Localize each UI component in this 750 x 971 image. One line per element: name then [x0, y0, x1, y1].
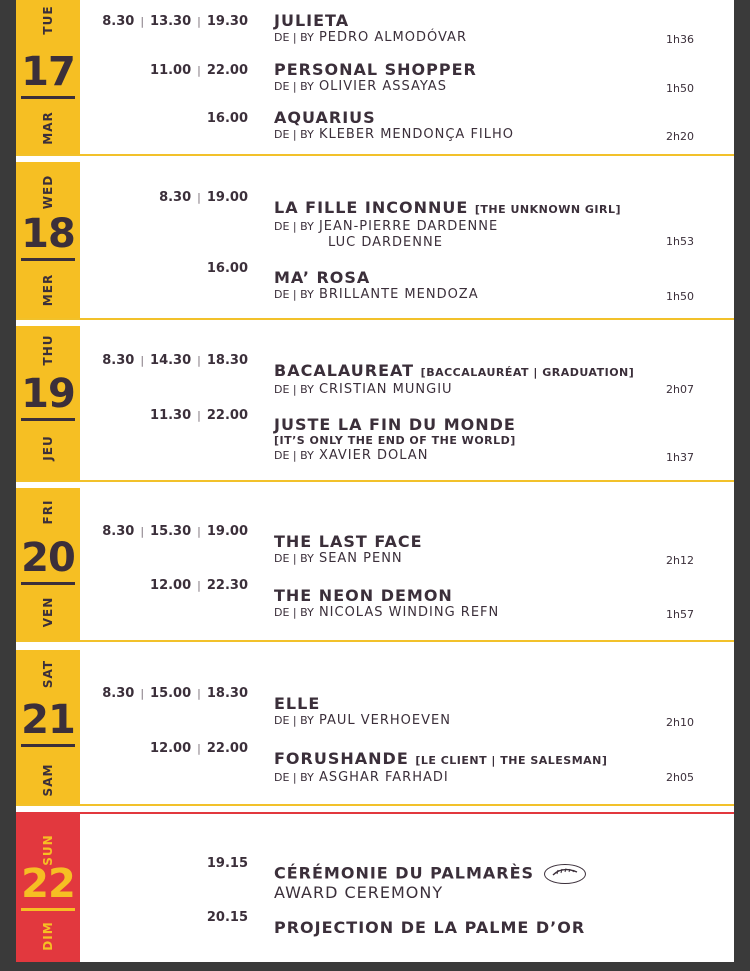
director-line: [274, 770, 694, 786]
film-alt-title: [THE UNKNOWN GIRL]: [474, 203, 621, 216]
running-time: 2h20: [666, 130, 694, 143]
director-name: PEDRO ALMODÓVAR: [318, 30, 467, 45]
film-title: [274, 864, 694, 884]
day-number-label: 22: [21, 861, 75, 911]
film-title: [274, 695, 694, 713]
film-title-text: JULIETA: [274, 11, 350, 30]
day-block-20: [16, 488, 734, 642]
showtime: 19.00: [206, 190, 248, 205]
day-number: [20, 372, 76, 416]
weekday-fr-label: DIM: [41, 921, 55, 951]
running-time: 2h05: [666, 771, 694, 784]
film-entry: [274, 362, 694, 398]
film-title: [274, 533, 694, 551]
weekday-fr-label: MAR: [41, 111, 55, 145]
director-name: OLIVIER ASSAYAS: [318, 79, 447, 94]
showtimes: [207, 856, 248, 871]
running-time: 2h07: [666, 383, 694, 396]
by-label: DE | BY: [274, 80, 314, 93]
weekday-en-label: SUN: [41, 834, 55, 866]
running-time: 1h53: [666, 235, 694, 248]
film-title: [274, 269, 694, 287]
time-separator: |: [140, 687, 145, 700]
showtime: 22.00: [206, 63, 248, 78]
showtime: 12.00: [150, 578, 192, 593]
showtime: 8.30: [102, 14, 135, 29]
film-title: [274, 199, 694, 219]
showtime: 18.30: [206, 686, 248, 701]
weekday-fr-label: SAM: [41, 763, 55, 797]
weekday-en-label: SAT: [41, 659, 55, 689]
day-number-label: 20: [21, 535, 75, 585]
director-name: CRISTIAN MUNGIU: [318, 382, 453, 397]
film-entry: [274, 533, 694, 567]
day-band: [16, 0, 80, 154]
film-entry: [274, 12, 694, 46]
showtimes: [159, 190, 248, 205]
film-entry: [274, 587, 694, 621]
film-title: [274, 587, 694, 605]
award-line: AWARD CEREMONY: [274, 883, 444, 902]
film-title-text: BACALAUREAT: [274, 361, 415, 380]
running-time: 2h12: [666, 554, 694, 567]
time-separator: |: [197, 687, 201, 700]
showtime: 19.00: [206, 524, 248, 539]
running-time: 2h10: [666, 716, 694, 729]
film-title-text: THE LAST FACE: [274, 532, 423, 551]
showtimes: [102, 524, 248, 539]
film-entry: [274, 919, 694, 937]
showtime: 16.00: [206, 111, 248, 126]
showtime: 15.30: [150, 524, 192, 539]
showtimes: [102, 353, 248, 368]
day-band: [16, 488, 80, 640]
day-band: [16, 650, 80, 804]
time-separator: |: [197, 15, 201, 28]
day-block-17: [16, 0, 734, 156]
day-block-22: [16, 812, 734, 962]
day-block-21: [16, 650, 734, 806]
film-title-text: THE NEON DEMON: [274, 586, 453, 605]
film-title-text: CÉRÉMONIE DU PALMARÈS: [274, 863, 535, 883]
time-separator: |: [197, 191, 201, 204]
director-line: [274, 30, 694, 46]
showtime: 8.30: [102, 353, 135, 368]
director-name: XAVIER DOLAN: [318, 448, 429, 463]
showtime: 16.00: [206, 261, 248, 276]
running-time: 1h50: [666, 290, 694, 303]
time-separator: |: [197, 742, 201, 755]
film-alt-title: [BACCALAURÉAT | GRADUATION]: [420, 366, 635, 379]
showtime: 18.30: [206, 353, 248, 368]
day-number: [20, 698, 76, 742]
showtime: 11.30: [150, 408, 192, 423]
running-time: 1h37: [666, 451, 694, 464]
day-number-label: 18: [21, 211, 75, 261]
weekday-en-label: TUE: [41, 5, 55, 35]
running-time: 1h36: [666, 33, 694, 46]
film-title-text: MA’ ROSA: [274, 268, 371, 287]
showtime: 8.30: [102, 524, 135, 539]
director-name: JEAN-PIERRE DARDENNE: [318, 219, 499, 234]
film-title: [274, 362, 694, 382]
weekday-fr-label: JEU: [41, 435, 55, 461]
weekday-en-label: THU: [41, 334, 55, 366]
by-label: DE | BY: [274, 383, 314, 396]
film-entry: [274, 269, 694, 303]
day-number: [20, 212, 76, 256]
showtime: 8.30: [159, 190, 192, 205]
palm-leaf-icon: [544, 864, 586, 884]
film-title-text: PERSONAL SHOPPER: [274, 60, 477, 79]
by-label: DE | BY: [274, 714, 314, 727]
day-block-18: [16, 162, 734, 320]
by-label: DE | BY: [274, 771, 314, 784]
director-line: [274, 79, 694, 95]
day-band: [16, 814, 80, 962]
showtimes: [207, 910, 248, 925]
director-line: [274, 605, 694, 621]
director-line: [274, 235, 694, 251]
day-number: [20, 50, 76, 94]
director-line: [274, 219, 694, 235]
day-number: [20, 536, 76, 580]
showtime: 22.30: [206, 578, 248, 593]
day-number-label: 17: [21, 49, 75, 99]
film-entry: [274, 416, 694, 464]
showtimes: [102, 14, 248, 29]
time-separator: |: [197, 579, 201, 592]
film-title-text: PROJECTION DE LA PALME D’OR: [274, 918, 586, 937]
film-title-text: LA FILLE INCONNUE: [274, 198, 469, 217]
time-separator: |: [140, 354, 145, 367]
by-label: DE | BY: [274, 220, 314, 233]
showtime: 19.30: [206, 14, 248, 29]
showtimes: [207, 111, 248, 126]
time-separator: |: [197, 525, 201, 538]
time-separator: |: [140, 525, 145, 538]
director-line: [274, 448, 694, 464]
film-subtitle: [IT’S ONLY THE END OF THE WORLD]: [274, 434, 516, 447]
running-time: 1h57: [666, 608, 694, 621]
showtime: 8.30: [102, 686, 135, 701]
time-separator: |: [197, 409, 201, 422]
showtimes: [150, 741, 248, 756]
schedule-sheet: [16, 0, 734, 960]
film-title: [274, 919, 694, 937]
director-name: PAUL VERHOEVEN: [318, 713, 451, 728]
film-entry: [274, 695, 694, 729]
film-entry: [274, 61, 694, 95]
weekday-fr-label: MER: [41, 273, 55, 307]
by-label: DE | BY: [274, 288, 314, 301]
time-separator: |: [140, 15, 145, 28]
film-entry: [274, 750, 694, 786]
showtimes: [150, 578, 248, 593]
film-title: [274, 109, 694, 127]
director-name: LUC DARDENNE: [328, 235, 443, 250]
by-label: DE | BY: [274, 552, 314, 565]
day-number: [20, 862, 76, 906]
film-entry: [274, 199, 694, 251]
film-alt-title: [LE CLIENT | THE SALESMAN]: [415, 754, 608, 767]
film-title: [274, 61, 694, 79]
film-title: [274, 416, 694, 434]
director-line: [274, 287, 694, 303]
showtime: 11.00: [150, 63, 192, 78]
weekday-en-label: WED: [41, 174, 55, 210]
day-number-label: 19: [21, 371, 75, 421]
showtime: 14.30: [150, 353, 192, 368]
weekday-en-label: FRI: [41, 499, 55, 525]
film-title-text: ELLE: [274, 694, 321, 713]
film-entry: [274, 109, 694, 143]
showtime: 15.00: [150, 686, 192, 701]
showtime: 13.30: [150, 14, 192, 29]
showtimes: [150, 63, 248, 78]
showtime: 22.00: [206, 408, 248, 423]
by-label: DE | BY: [274, 449, 314, 462]
director-line: [274, 551, 694, 567]
showtimes: [102, 686, 248, 701]
weekday-fr-label: VEN: [41, 596, 55, 628]
day-number-label: 21: [21, 697, 75, 747]
film-title: [274, 750, 694, 770]
director-line: [274, 713, 694, 729]
showtime: 12.00: [150, 741, 192, 756]
showtimes: [207, 261, 248, 276]
director-name: SEAN PENN: [318, 551, 403, 566]
by-label: DE | BY: [274, 606, 314, 619]
film-title-text: JUSTE LA FIN DU MONDE: [274, 415, 516, 434]
day-band: [16, 326, 80, 480]
film-title-text: AQUARIUS: [274, 108, 376, 127]
director-name: NICOLAS WINDING REFN: [318, 605, 500, 620]
showtime: 20.15: [206, 910, 248, 925]
director-line: [274, 127, 694, 143]
time-separator: |: [197, 64, 201, 77]
running-time: 1h50: [666, 82, 694, 95]
showtime: 19.15: [206, 856, 248, 871]
film-entry: [274, 864, 694, 902]
day-band: [16, 162, 80, 318]
director-name: KLEBER MENDONÇA FILHO: [318, 127, 515, 142]
day-block-19: [16, 326, 734, 482]
by-label: DE | BY: [274, 128, 314, 141]
film-title: [274, 12, 694, 30]
director-name: ASGHAR FARHADI: [318, 770, 449, 785]
showtime: 22.00: [206, 741, 248, 756]
film-title-text: FORUSHANDE: [274, 749, 409, 768]
showtimes: [150, 408, 248, 423]
director-name: BRILLANTE MENDOZA: [318, 287, 479, 302]
time-separator: |: [197, 354, 201, 367]
by-label: DE | BY: [274, 31, 314, 44]
director-line: [274, 382, 694, 398]
